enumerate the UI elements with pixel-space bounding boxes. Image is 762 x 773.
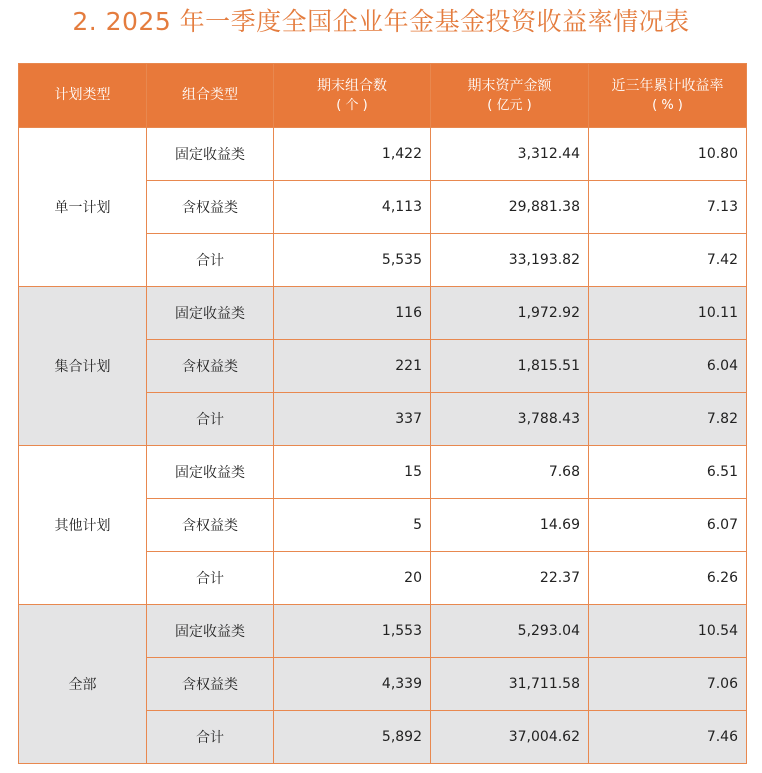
return-cell: 10.80 — [589, 128, 747, 181]
header-portfolio-type: 组合类型 — [147, 64, 274, 128]
header-plan-type: 计划类型 — [19, 64, 147, 128]
return-cell: 7.42 — [589, 234, 747, 287]
header-return-unit: ( % ) — [652, 97, 683, 113]
portfolio-type-cell: 含权益类 — [147, 658, 274, 711]
portfolio-type-cell: 含权益类 — [147, 181, 274, 234]
assets-cell: 33,193.82 — [431, 234, 589, 287]
assets-cell: 29,881.38 — [431, 181, 589, 234]
count-cell: 5,892 — [274, 711, 431, 764]
portfolio-type-cell: 合计 — [147, 552, 274, 605]
header-assets-label: 期末资产金额 — [467, 77, 552, 94]
count-cell: 15 — [274, 446, 431, 499]
header-row — [19, 64, 747, 128]
header-count-unit: ( 个 ) — [336, 97, 368, 113]
assets-cell: 5,293.04 — [431, 605, 589, 658]
header-assets-unit: ( 亿元 ) — [487, 97, 532, 113]
return-cell: 6.26 — [589, 552, 747, 605]
portfolio-type-cell: 固定收益类 — [147, 605, 274, 658]
assets-cell: 1,815.51 — [431, 340, 589, 393]
plan-type-cell: 其他计划 — [19, 446, 147, 605]
header-count — [274, 64, 431, 128]
assets-cell: 1,972.92 — [431, 287, 589, 340]
count-cell: 20 — [274, 552, 431, 605]
plan-type-cell: 全部 — [19, 605, 147, 764]
return-cell: 7.82 — [589, 393, 747, 446]
table-row — [19, 128, 747, 181]
header-assets — [431, 64, 589, 128]
table-row — [19, 446, 747, 499]
count-cell: 4,113 — [274, 181, 431, 234]
table-row — [19, 605, 747, 658]
plan-type-cell: 单一计划 — [19, 128, 147, 287]
assets-cell: 22.37 — [431, 552, 589, 605]
plan-type-cell: 集合计划 — [19, 287, 147, 446]
return-cell: 6.04 — [589, 340, 747, 393]
return-cell: 10.11 — [589, 287, 747, 340]
count-cell: 221 — [274, 340, 431, 393]
portfolio-type-cell: 固定收益类 — [147, 128, 274, 181]
assets-cell: 37,004.62 — [431, 711, 589, 764]
count-cell: 337 — [274, 393, 431, 446]
assets-cell: 14.69 — [431, 499, 589, 552]
assets-cell: 7.68 — [431, 446, 589, 499]
table-row — [19, 287, 747, 340]
count-cell: 4,339 — [274, 658, 431, 711]
return-cell: 6.51 — [589, 446, 747, 499]
assets-cell: 3,312.44 — [431, 128, 589, 181]
assets-cell: 3,788.43 — [431, 393, 589, 446]
header-return-label: 近三年累计收益率 — [611, 77, 724, 94]
portfolio-type-cell: 固定收益类 — [147, 446, 274, 499]
portfolio-type-cell: 合计 — [147, 234, 274, 287]
portfolio-type-cell: 固定收益类 — [147, 287, 274, 340]
count-cell: 5 — [274, 499, 431, 552]
count-cell: 5,535 — [274, 234, 431, 287]
portfolio-type-cell: 合计 — [147, 711, 274, 764]
return-cell: 7.13 — [589, 181, 747, 234]
count-cell: 1,553 — [274, 605, 431, 658]
header-count-label: 期末组合数 — [317, 77, 387, 94]
count-cell: 1,422 — [274, 128, 431, 181]
portfolio-type-cell: 合计 — [147, 393, 274, 446]
page-title: 2. 2025 年一季度全国企业年金基金投资收益率情况表 — [72, 7, 690, 36]
return-cell: 10.54 — [589, 605, 747, 658]
return-cell: 6.07 — [589, 499, 747, 552]
return-cell: 7.06 — [589, 658, 747, 711]
count-cell: 116 — [274, 287, 431, 340]
return-cell: 7.46 — [589, 711, 747, 764]
header-return — [589, 64, 747, 128]
portfolio-type-cell: 含权益类 — [147, 499, 274, 552]
returns-table — [18, 63, 747, 764]
assets-cell: 31,711.58 — [431, 658, 589, 711]
portfolio-type-cell: 含权益类 — [147, 340, 274, 393]
